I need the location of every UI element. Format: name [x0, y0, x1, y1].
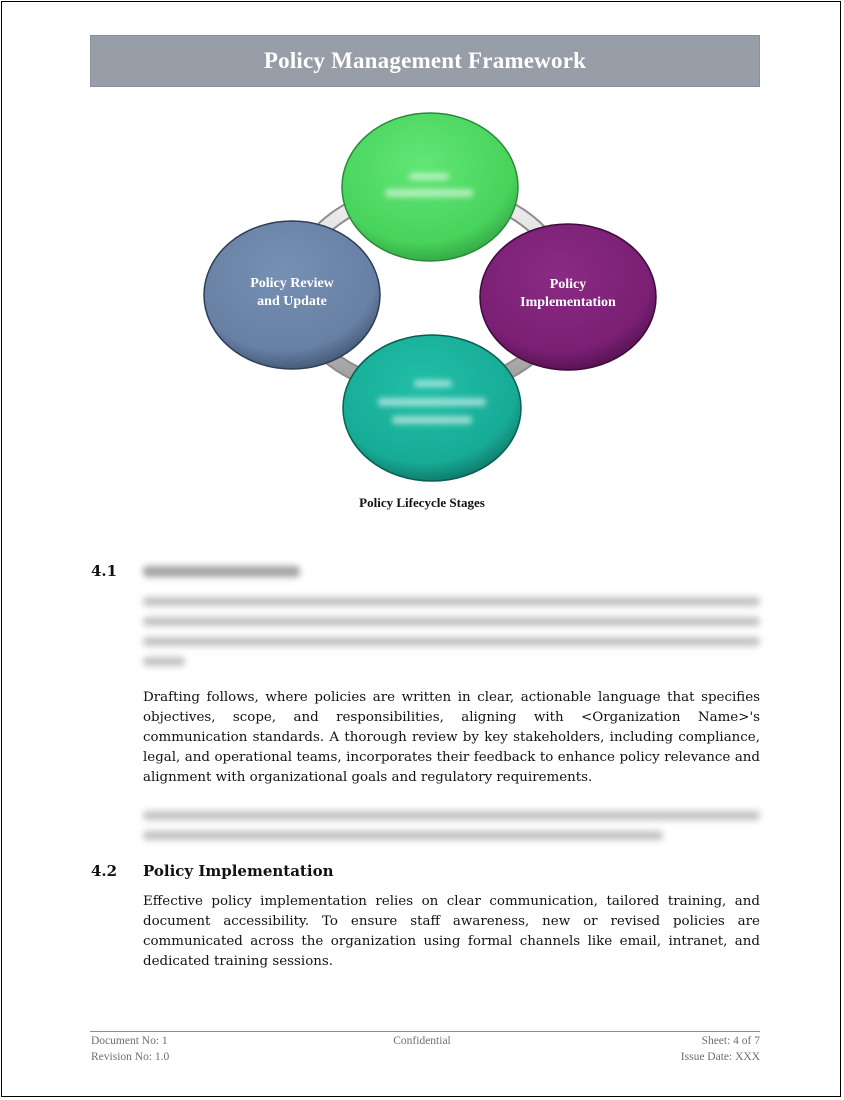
obscured-line [143, 617, 760, 626]
title-banner [90, 35, 760, 87]
paragraph-drafting: Drafting follows, where policies are written in clear, actionable language that specifies objectives, scope, and responsibilities, aligning with <Organization Name>'s communication standards. A thorough review by key stakeholders, including compliance, legal, and operational teams, incorporates their feedback to enhance policy relevance and alignment with organizational goals and regulatory requirements. [143, 690, 760, 785]
lifecycle-diagram [195, 105, 665, 485]
footer-classification: Confidential [393, 1035, 451, 1047]
node-left-label: Policy Review and Update [250, 276, 334, 309]
obscured-line [143, 811, 760, 820]
footer-divider [90, 1031, 760, 1032]
paragraph-implementation: Effective policy implementation relies on clear communication, tailored training, and document accessibility. To ensure staff awareness, new or revised policies are communicated across the organization using formal channels like email, intranet, and dedicated training sessions. [143, 894, 760, 969]
footer-revision-no: Revision No: 1.0 [91, 1051, 170, 1063]
diagram-caption: Policy Lifecycle Stages [359, 495, 485, 510]
obscured-line [143, 831, 663, 840]
node-right-label: Policy Implementation [520, 277, 616, 310]
section-number: 4.2 [91, 862, 118, 880]
footer-sheet: Sheet: 4 of 7 [701, 1035, 760, 1047]
section-title-obscured [143, 566, 300, 577]
document-title: Policy Management Framework [263, 48, 587, 73]
node-top-circle[interactable] [342, 113, 518, 261]
obscured-line [143, 657, 185, 666]
obscured-line [143, 637, 760, 646]
footer-issue-date: Issue Date: XXX [680, 1051, 760, 1063]
section-number: 4.1 [91, 562, 118, 580]
footer-document-no: Document No: 1 [91, 1035, 168, 1047]
node-bottom-label-obscured [414, 380, 452, 387]
section-title: Policy Implementation [143, 862, 334, 880]
node-bottom-label-obscured [392, 416, 472, 424]
node-bottom-circle[interactable] [343, 335, 521, 481]
node-top-label-obscured [385, 189, 473, 197]
node-top-label-obscured [409, 173, 449, 180]
obscured-line [143, 597, 760, 606]
node-bottom-label-obscured [378, 398, 486, 406]
